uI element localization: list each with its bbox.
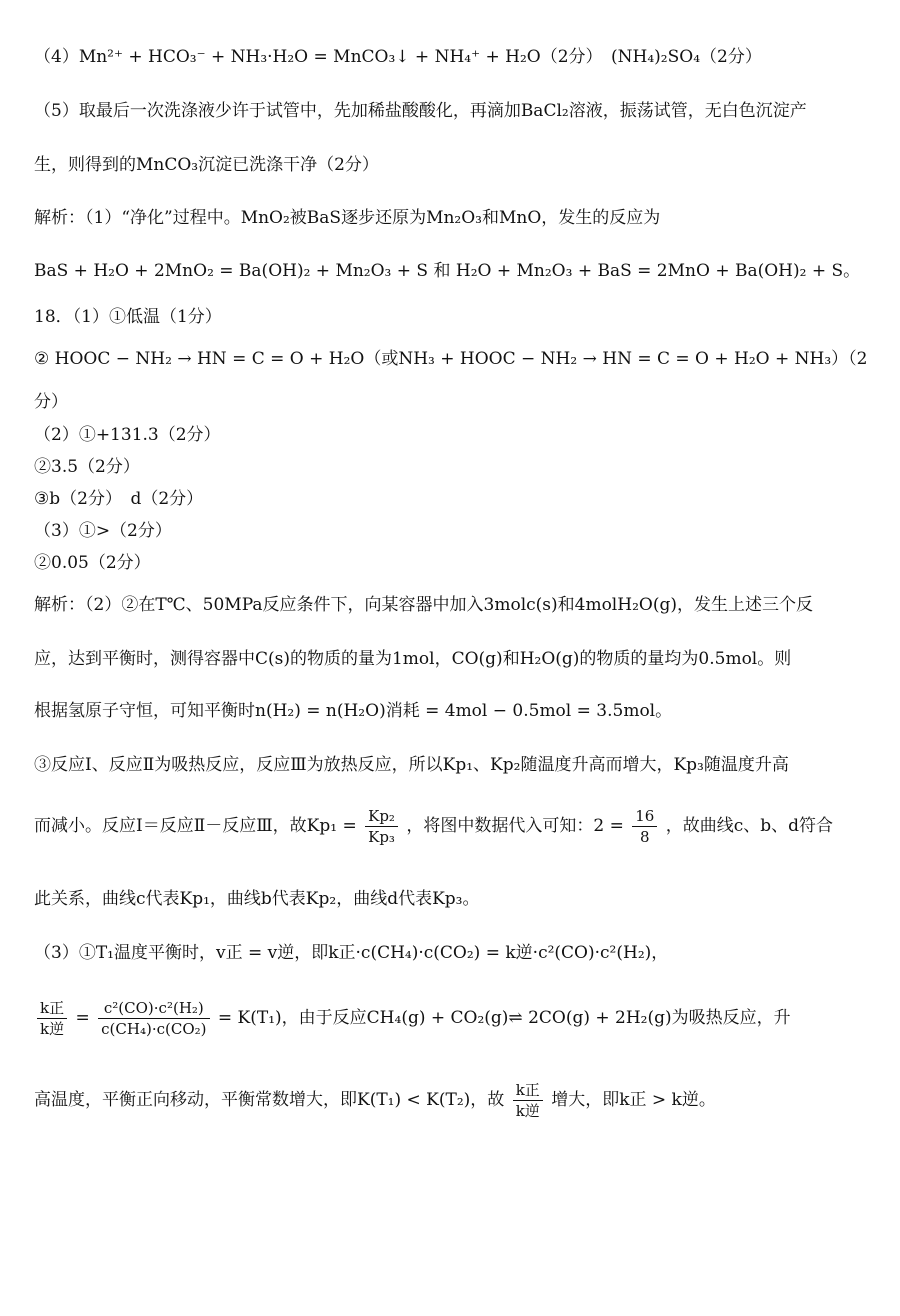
fraction-denominator: 8 <box>640 828 650 846</box>
fraction-numerator: k正 <box>513 1080 543 1101</box>
analysis-1-equations: BaS + H₂O + 2MnO₂ = Ba(OH)₂ + Mn₂O₃ + S 和 H₂O + Mn₂O₃ + BaS = 2MnO + Ba(OH)₂ + S。 <box>34 261 861 281</box>
concentration-ratio <box>98 998 209 1039</box>
analysis-3-line2 <box>34 806 870 847</box>
numeric-fraction <box>632 806 657 847</box>
fraction-numerator: Kp₂ <box>365 806 398 827</box>
analysis-4-line3-post: 增大，即k正 > k逆。 <box>551 1090 716 1110</box>
analysis-3-line2-mid: ，将图中数据代入可知：2 = <box>406 816 624 836</box>
answer-18-6: （3）①>（2分） <box>34 521 172 541</box>
analysis-4-line2 <box>34 998 870 1039</box>
analysis-2-line2: 应，达到平衡时，测得容器中C(s)的物质的量为1mol，CO(g)和H₂O(g)的物质的量均为0.5mol。则 <box>34 649 792 669</box>
answer-18-1: 18．（1）①低温（1分） <box>34 307 222 327</box>
analysis-2-line3: 根据氢原子守恒，可知平衡时n(H₂) = n(H₂O)消耗 = 4mol − 0.5mol = 3.5mol。 <box>34 701 673 721</box>
analysis-3-line2-post: ，故曲线c、b、d符合 <box>665 816 834 836</box>
analysis-4-line3 <box>34 1080 870 1121</box>
analysis-4-line1: （3）①T₁温度平衡时，v正 = v逆，即k正·c(CH₄)·c(CO₂) = k逆·c²(CO)·c²(H₂)， <box>34 943 669 963</box>
equals-sign: = <box>75 1008 90 1028</box>
answer-18-3: （2）①+131.3（2分） <box>34 425 221 445</box>
answer-18-2-line1: ② HOOC − NH₂ → HN = C = O + H₂O（或NH₃ + HOOC − NH₂ → HN = C = O + H₂O + NH₃）（2 <box>34 349 868 369</box>
kp-ratio-fraction <box>365 806 398 847</box>
answer-18-2-line2: 分） <box>34 392 68 412</box>
analysis-4-line2-post: = K(T₁)，由于反应CH₄(g) + CO₂(g)⇌ 2CO(g) + 2H₂(g)为吸热反应，升 <box>217 1008 791 1028</box>
analysis-4-line3-pre: 高温度，平衡正向移动，平衡常数增大，即K(T₁) < K(T₂)，故 <box>34 1090 505 1110</box>
answer-18-4: ②3.5（2分） <box>34 457 140 477</box>
fraction-numerator: 16 <box>632 806 657 827</box>
rate-constant-ratio-2 <box>513 1080 543 1121</box>
answer-18-5: ③b（2分） d（2分） <box>34 489 204 509</box>
fraction-denominator: k逆 <box>40 1020 65 1038</box>
analysis-2-line1: 解析：（2）②在T℃、50MPa反应条件下，向某容器中加入3molc(s)和4molH₂O(g)，发生上述三个反 <box>34 595 813 615</box>
answer-5-line2: 生，则得到的MnCO₃沉淀已洗涤干净（2分） <box>34 155 379 175</box>
answer-4: （4）Mn²⁺ + HCO₃⁻ + NH₃·H₂O = MnCO₃↓ + NH₄⁺ + H₂O（2分） (NH₄)₂SO₄（2分） <box>34 47 762 67</box>
fraction-denominator: c(CH₄)·c(CO₂) <box>101 1020 207 1038</box>
analysis-3-line1: ③反应Ⅰ、反应Ⅱ为吸热反应，反应Ⅲ为放热反应，所以Kp₁、Kp₂随温度升高而增大，Kp₃随温度升高 <box>34 755 789 775</box>
analysis-3-line2-pre: 而减小。反应Ⅰ＝反应Ⅱ－反应Ⅲ，故Kp₁ = <box>34 816 357 836</box>
analysis-3-line3: 此关系，曲线c代表Kp₁，曲线b代表Kp₂，曲线d代表Kp₃。 <box>34 889 480 909</box>
answer-18-7: ②0.05（2分） <box>34 553 151 573</box>
rate-constant-ratio <box>37 998 67 1039</box>
fraction-denominator: k逆 <box>515 1102 540 1120</box>
analysis-1-line1: 解析：（1）“净化”过程中。MnO₂被BaS逐步还原为Mn₂O₃和MnO，发生的反应为 <box>34 208 661 228</box>
answer-5-line1: （5）取最后一次洗涤液少许于试管中，先加稀盐酸酸化，再滴加BaCl₂溶液，振荡试管，无白色沉淀产 <box>34 101 807 121</box>
fraction-numerator: c²(CO)·c²(H₂) <box>98 998 209 1019</box>
fraction-denominator: Kp₃ <box>368 828 395 846</box>
fraction-numerator: k正 <box>37 998 67 1019</box>
